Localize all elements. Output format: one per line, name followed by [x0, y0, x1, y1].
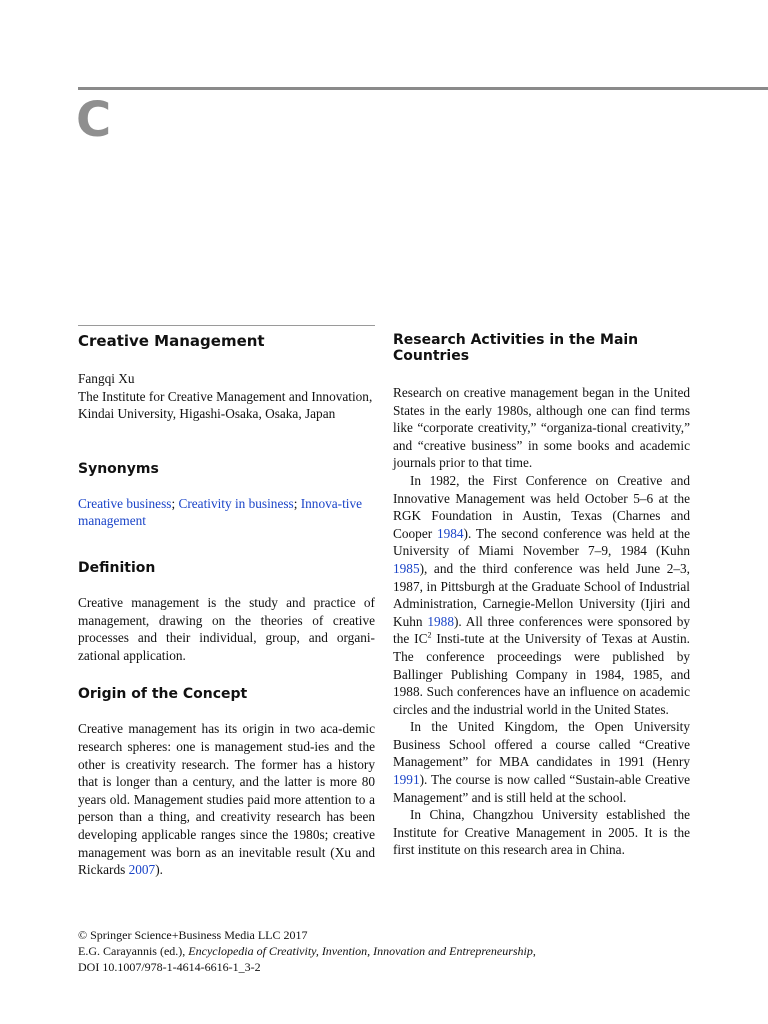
origin-text: Creative management has its origin in two aca-demic research spheres: one is management stud-ies and the other is creativity research. The former has a history that is longer than a century, and the latter is more 80 years old. Management studies paid more attention to a person than a thing, and creativity research has been developing applicable ranges since the 1980s; creative management was born as an inevitable result (Xu and Rickards 2007).: [78, 721, 375, 878]
citation-link[interactable]: 1985: [393, 560, 420, 576]
research-paragraph-4: In China, Changzhou University established the Institute for Creative Management in 2005. It is the first institute on this research area in China.: [393, 807, 690, 858]
page-footer: [78, 927, 768, 975]
top-rule: [78, 87, 768, 90]
synonym-link[interactable]: Creative business: [78, 495, 172, 511]
origin-heading: Origin of the Concept: [78, 686, 248, 703]
synonym-link[interactable]: Innova-tive management: [78, 495, 363, 529]
research-paragraph-2: In 1982, the First Conference on Creative and Innovative Management was held October 5–6 at the RGK Foundation in Austin, Texas (Charnes and Cooper 1984). The second conference was held at the University of Miami November 7–9, 1984 (Kuhn 1985), and the third conference was held June 2–3, 1987, in Pittsburgh at the Graduate School of Industrial Administration, Carnegie-Mellon University (Ijiri and Kuhn 1988). All three conferences were sponsored by the $IC^2$ Insti-tute at the University of Texas at Austin. The conference proceedings were published by Ballinger Publishing Company in 1984, 1985, and 1988. Such conferences have an influence on academic circles and the industrial world in the United States.: [393, 472, 690, 717]
citation-link[interactable]: 1988: [427, 613, 454, 629]
research-paragraph-1: Research on creative management began in the United States in the early 1980s, although one can find terms like “corporate creativity,” “organiza-tional creativity,” and “creative business” in some books and academic journals prior to that time.: [393, 385, 690, 471]
section-letter: C: [76, 92, 112, 148]
definition-text: Creative management is the study and practice of management, drawing on the theories of creative processes and their individual, group, and organi-zational application.: [78, 594, 375, 663]
synonyms-heading: Synonyms: [78, 460, 159, 477]
synonym-link[interactable]: Creativity in business: [178, 495, 294, 511]
title-rule: [78, 325, 375, 326]
definition-heading: Definition: [78, 559, 156, 576]
article-title: Creative Management: [78, 332, 265, 350]
left-column: [78, 325, 375, 879]
research-heading: Research Activities in the Main Countries: [393, 332, 639, 364]
citation-line: E.G. Carayannis (ed.), Encyclopedia of Creativity, Invention, Innovation and Entrepreneurship,: [78, 944, 536, 958]
citation-link[interactable]: 2007: [128, 862, 156, 878]
citation-link[interactable]: 1991: [393, 772, 420, 788]
right-column: [393, 325, 690, 859]
author-name: Fangqi Xu: [78, 371, 135, 386]
author-affiliation: The Institute for Creative Management and Innovation, Kindai University, Higashi-Osaka, Osaka, Japan: [78, 388, 373, 422]
citation-link[interactable]: 1984: [436, 525, 464, 541]
copyright-line: © Springer Science+Business Media LLC 2017: [78, 928, 308, 942]
synonyms-list: Creative business; Creativity in business; Innova-tive management: [78, 495, 363, 529]
doi-line: DOI 10.1007/978-1-4614-6616-1_3-2: [78, 960, 261, 974]
research-paragraph-3: In the United Kingdom, the Open University Business School offered a course called “Creative Management” for MBA candidates in 1991 (Henry 1991). The course is now called “Sustain-able Creative Management” and is still held at the school.: [393, 719, 690, 805]
